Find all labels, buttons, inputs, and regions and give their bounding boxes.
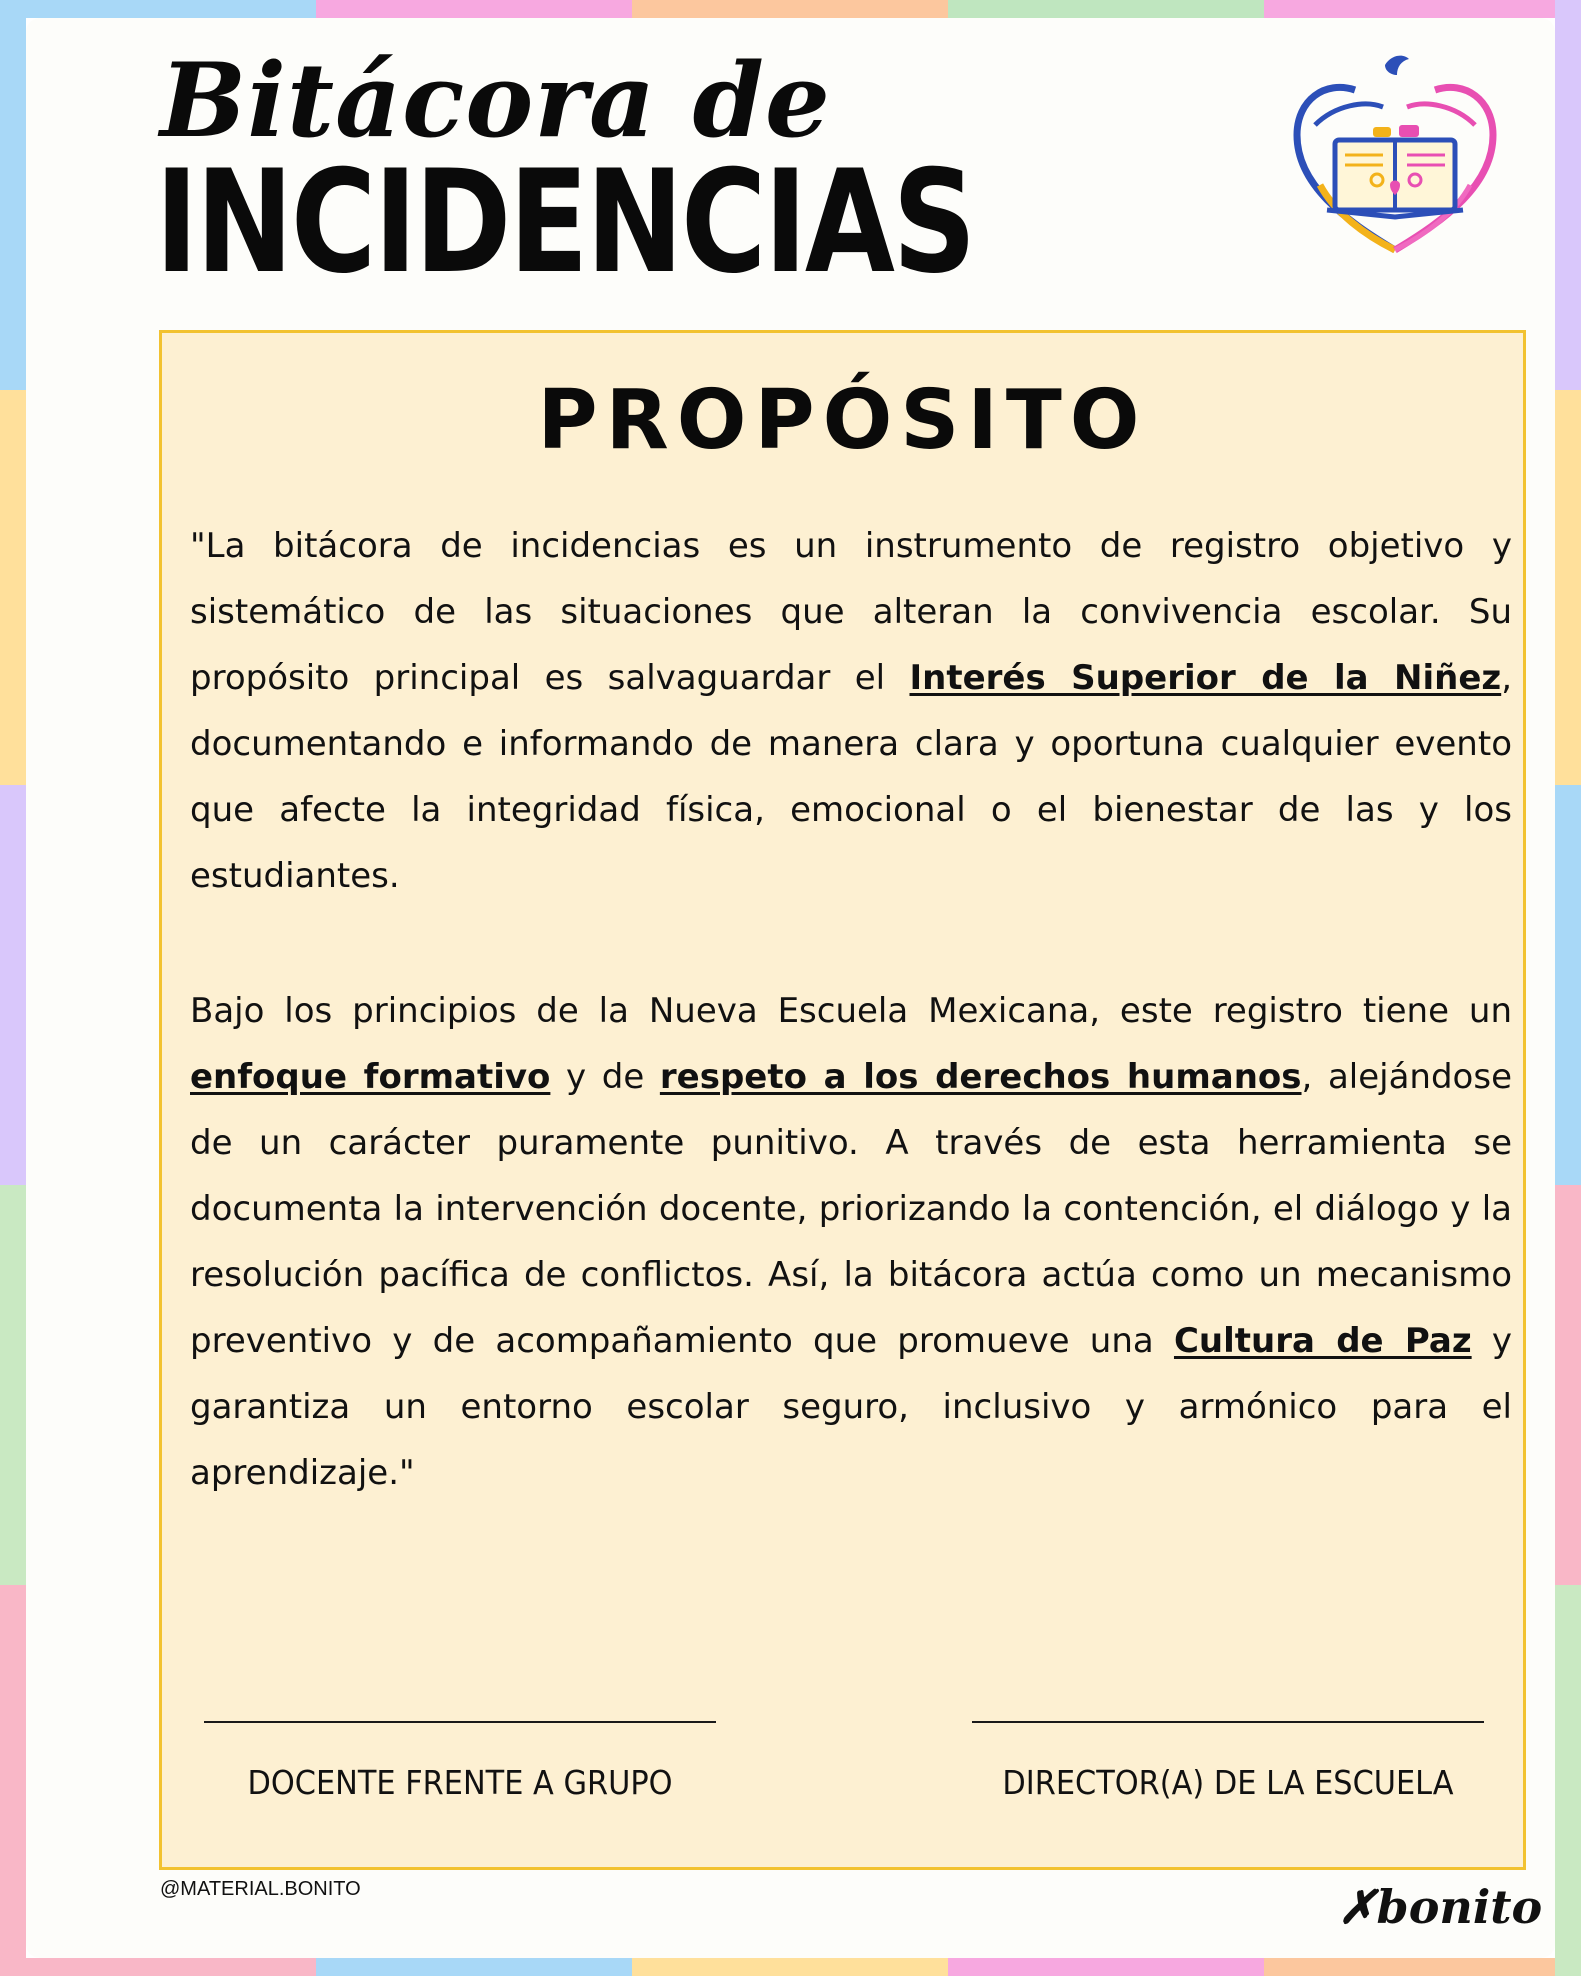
signature-line-teacher — [204, 1721, 716, 1723]
border-tile — [948, 1958, 1264, 1976]
signature-line-director — [972, 1721, 1484, 1723]
border-tile — [0, 785, 26, 1185]
purpose-paragraph-2 — [190, 978, 1512, 1506]
brand-logo — [1338, 1880, 1542, 1934]
school-coexistence-logo-icon — [1285, 45, 1505, 265]
paragraph-text: Bajo los principios de la Nueva Escuela Mexicana, este registro tiene un — [190, 991, 1512, 1031]
border-tile — [632, 1958, 948, 1976]
social-handle: @MATERIAL.BONITO — [160, 1878, 361, 1900]
border-tile — [316, 0, 632, 18]
border-tile — [1555, 1585, 1581, 1976]
signature-label-teacher: DOCENTE FRENTE A GRUPO — [247, 1763, 673, 1802]
signature-label-director: DIRECTOR(A) DE LA ESCUELA — [1002, 1763, 1454, 1802]
brand-name: bonito — [1376, 1880, 1543, 1934]
border-tile — [1264, 1958, 1581, 1976]
paragraph-text: y garantiza un entorno escolar seguro, inclusivo y armónico para el aprendizaje." — [190, 1321, 1512, 1493]
purpose-paragraph-1 — [190, 513, 1512, 909]
border-tile — [316, 1958, 632, 1976]
border-tile — [0, 1185, 26, 1585]
page-title: INCIDENCIAS — [155, 140, 974, 305]
title-script: Bitácora de — [160, 41, 831, 161]
border-tile — [0, 390, 26, 785]
border-tile — [948, 0, 1264, 18]
purpose-panel — [159, 330, 1526, 1870]
border-tile — [0, 0, 316, 18]
border-tile — [0, 1585, 26, 1976]
paragraph-text: y de — [550, 1057, 660, 1097]
paragraph-text: , alejándose de un carácter puramente punitivo. A través de esta herramienta se documenta la intervención docente, priorizando la contención, el diálogo y la resolución pacífica de conflictos. Así, la bitácora actúa como un mecanismo preventivo y de acompañamiento que promueve una — [190, 1057, 1512, 1361]
highlight-text: Cultura de Paz — [1173, 1321, 1472, 1361]
border-tile — [1555, 0, 1581, 390]
border-tile — [1555, 785, 1581, 1185]
highlight-text: enfoque formativo — [190, 1057, 551, 1097]
panel-title: PROPÓSITO — [537, 373, 1148, 468]
brand-mark-icon: ✗ — [1338, 1880, 1377, 1934]
border-tile — [0, 0, 26, 390]
paragraph-text: , documentando e informando de manera clara y oportuna cualquier evento que afecte la integridad física, emocional o el bienestar de las y los estudiantes. — [190, 658, 1512, 896]
paragraph-text: "La bitácora de incidencias es un instrumento de registro objetivo y sistemático de las situaciones que alteran la convivencia escolar. Su propósito principal es salvaguardar el — [190, 526, 1512, 698]
border-tile — [1264, 0, 1581, 18]
border-tile — [1555, 390, 1581, 785]
border-tile — [632, 0, 948, 18]
border-tile — [0, 1958, 316, 1976]
border-tile — [1555, 1185, 1581, 1585]
highlight-text: respeto a los derechos humanos — [659, 1057, 1302, 1097]
highlight-text: Interés Superior de la Niñez — [909, 658, 1502, 698]
